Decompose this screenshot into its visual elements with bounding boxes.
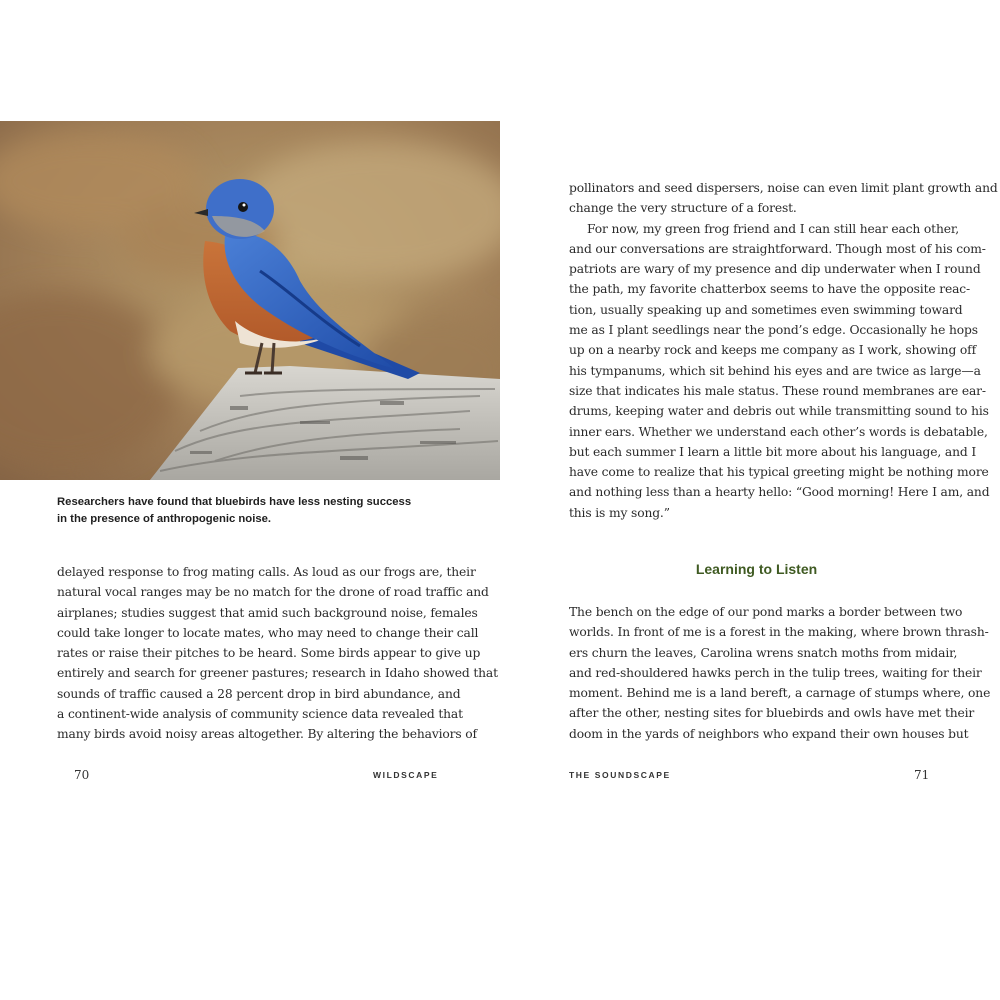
body-line: and red-shouldered hawks perch in the tulip trees, waiting for their xyxy=(569,665,982,680)
body-line: this is my song.” xyxy=(569,505,670,520)
body-line: the path, my favorite chatterbox seems to have the opposite reac- xyxy=(569,282,971,297)
bluebird-photo xyxy=(0,121,500,480)
body-line: tion, usually speaking up and sometimes even swimming toward xyxy=(569,302,963,317)
left-page-body xyxy=(57,562,498,745)
photo-caption xyxy=(57,494,417,528)
body-line: many birds avoid noisy areas altogether. By altering the behaviors of xyxy=(57,727,477,742)
body-line: entirely and search for greener pastures; research in Idaho showed that xyxy=(57,666,498,681)
page-number-right: 71 xyxy=(914,768,930,782)
body-line: pollinators and seed dispersers, noise can even limit plant growth and xyxy=(569,181,998,195)
right-page-body-top xyxy=(569,178,998,523)
body-line: size that indicates his male status. These round membranes are ear- xyxy=(569,383,986,398)
running-head-left: WILDSCAPE xyxy=(373,770,439,780)
caption-line: in the presence of anthropogenic noise. xyxy=(57,513,272,525)
body-line: natural vocal ranges may be no match for the drone of road traffic and xyxy=(57,585,489,600)
body-line: doom in the yards of neighbors who expand their own houses but xyxy=(569,726,969,741)
body-line: change the very structure of a forest. xyxy=(569,201,797,216)
body-line: his tympanums, which sit behind his eyes and are twice as large—a xyxy=(569,363,981,378)
body-line: a continent-wide analysis of community science data revealed that xyxy=(57,707,463,722)
page-number-left: 70 xyxy=(74,768,90,782)
body-line: The bench on the edge of our pond marks a border between two xyxy=(569,605,963,619)
body-line: but each summer I learn a little bit more about his language, and I xyxy=(569,444,977,459)
body-line: worlds. In front of me is a forest in the making, where brown thrash- xyxy=(569,625,989,640)
body-line: airplanes; studies suggest that amid such background noise, females xyxy=(57,605,478,620)
body-line: moment. Behind me is a land bereft, a carnage of stumps where, one xyxy=(569,686,991,701)
body-line: drums, keeping water and debris out while transmitting sound to his xyxy=(569,404,989,419)
body-line: ers churn the leaves, Carolina wrens snatch moths from midair, xyxy=(569,645,958,660)
running-head-right: THE SOUNDSCAPE xyxy=(569,770,671,780)
body-line: rates or raise their pitches to be heard. Some birds appear to give up xyxy=(57,646,481,661)
caption-line: Researchers have found that bluebirds have less nesting success xyxy=(57,496,412,508)
body-line: could take longer to locate mates, who may need to change their call xyxy=(57,625,479,640)
body-line: me as I plant seedlings near the pond’s edge. Occasionally he hops xyxy=(569,323,978,338)
section-heading: Learning to Listen xyxy=(695,561,818,577)
body-line: up on a nearby rock and keeps me company as I work, showing off xyxy=(569,343,976,358)
right-page-body-bottom xyxy=(569,602,991,744)
body-line: and nothing less than a hearty hello: “Good morning! Here I am, and xyxy=(569,485,990,500)
body-line: inner ears. Whether we understand each other’s words is debatable, xyxy=(569,424,988,439)
body-line: and our conversations are straightforward. Though most of his com- xyxy=(569,241,986,256)
body-line: patriots are wary of my presence and dip underwater when I round xyxy=(569,262,981,277)
body-line: For now, my green frog friend and I can still hear each other, xyxy=(587,221,959,236)
body-line: have come to realize that his typical greeting might be nothing more xyxy=(569,465,989,480)
body-line: delayed response to frog mating calls. As loud as our frogs are, their xyxy=(57,565,476,579)
body-line: after the other, nesting sites for bluebirds and owls have met their xyxy=(569,706,975,721)
body-line: sounds of traffic caused a 28 percent drop in bird abundance, and xyxy=(57,686,461,701)
